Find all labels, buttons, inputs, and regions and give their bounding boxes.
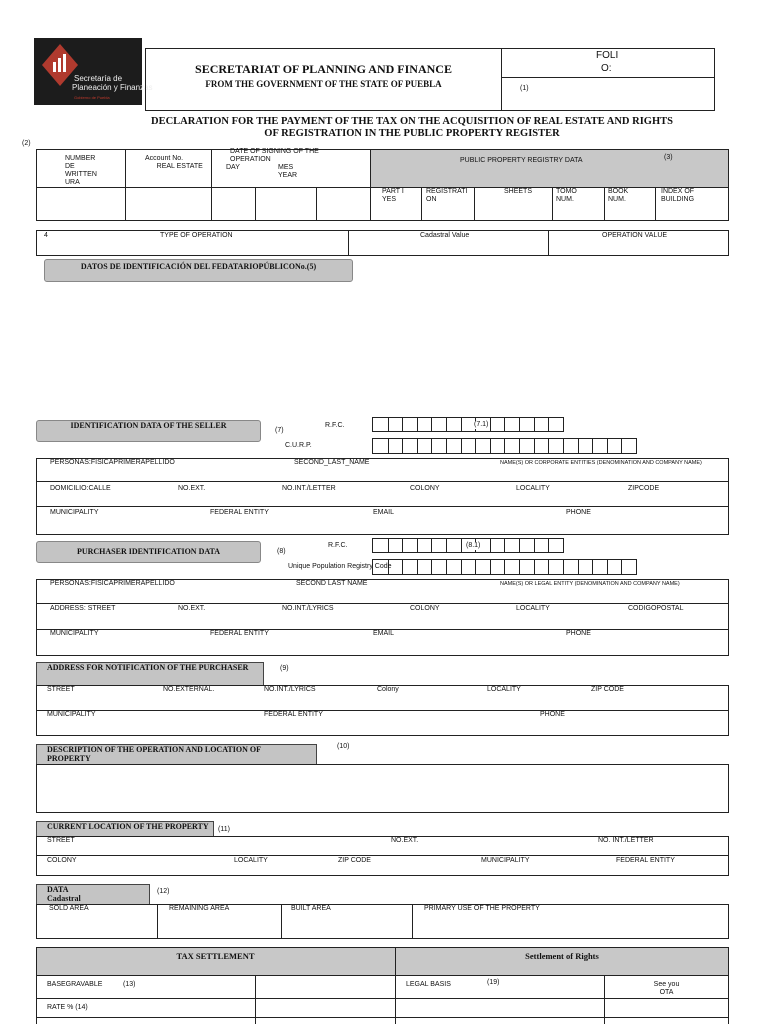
purchaser-email[interactable]: EMAIL bbox=[373, 630, 395, 637]
notification-ext[interactable]: NO.EXTERNAL. bbox=[163, 686, 215, 693]
cadastral-value-label[interactable]: Cadastral Value bbox=[420, 232, 470, 239]
notification-phone[interactable]: PHONE bbox=[540, 711, 565, 718]
notary-title: DATOS DE IDENTIFICACIÓN DEL FEDATARIOPÚBLICONo.(5) bbox=[80, 262, 317, 271]
seller-zip[interactable]: ZIPCODE bbox=[628, 485, 660, 492]
purchaser-phone[interactable]: PHONE bbox=[566, 630, 591, 637]
tax-settlement-title: TAX SETTLEMENT bbox=[176, 951, 255, 961]
col-book: BOOK NUM. bbox=[608, 188, 629, 203]
seller-phone[interactable]: PHONE bbox=[566, 509, 591, 516]
location-ext[interactable]: NO.EXT. bbox=[391, 837, 419, 844]
folio-value-box[interactable] bbox=[501, 77, 715, 111]
seller-rfc-ref: (7.1) bbox=[474, 421, 489, 428]
purchaser-int[interactable]: NO.INT./LYRICS bbox=[282, 605, 334, 612]
seller-names[interactable]: NAME(S) OR CORPORATE ENTITIES (DENOMINATION AND COMPANY NAME) bbox=[500, 460, 702, 466]
notification-title: ADDRESS FOR NOTIFICATION OF THE PURCHASER bbox=[47, 663, 249, 672]
seller-colony[interactable]: COLONY bbox=[410, 485, 440, 492]
notification-int[interactable]: NO.INT./LYRICS bbox=[264, 686, 316, 693]
seller-rfc-input[interactable] bbox=[372, 417, 564, 432]
location-municipality[interactable]: MUNICIPALITY bbox=[481, 857, 530, 864]
purchaser-rfc-label: R.F.C. bbox=[328, 542, 348, 549]
col-registration: REGISTRATI ON bbox=[426, 188, 468, 203]
location-ref: (11) bbox=[218, 826, 230, 833]
seller-curp-input[interactable] bbox=[372, 438, 637, 454]
date-label: DATE OF SIGNING OF THE OPERATION bbox=[230, 148, 319, 163]
folio-label-2: O: bbox=[601, 63, 612, 74]
operation-type-label[interactable]: TYPE OF OPERATION bbox=[160, 232, 233, 239]
seller-rfc-label: R.F.C. bbox=[325, 422, 345, 429]
location-federal[interactable]: FEDERAL ENTITY bbox=[616, 857, 675, 864]
description-textarea[interactable] bbox=[36, 764, 729, 813]
built-area[interactable]: BUILT AREA bbox=[291, 905, 331, 912]
purchaser-colony[interactable]: COLONY bbox=[410, 605, 440, 612]
col-index: INDEX OF BUILDING bbox=[661, 188, 695, 203]
operation-ref: 4 bbox=[44, 232, 48, 239]
location-title: CURRENT LOCATION OF THE PROPERTY bbox=[47, 822, 209, 831]
seller-second-last[interactable]: SECOND_LAST_NAME bbox=[294, 459, 370, 466]
taxable-base-ref: (13) bbox=[123, 981, 136, 988]
rights-settlement-title: Settlement of Rights bbox=[525, 951, 599, 961]
purchaser-locality[interactable]: LOCALITY bbox=[516, 605, 550, 612]
location-street[interactable]: STREET bbox=[47, 837, 75, 844]
purchaser-second-last[interactable]: SECOND LAST NAME bbox=[296, 580, 368, 587]
location-zip[interactable]: ZIP CODE bbox=[338, 857, 371, 864]
logo-text-1: Secretaría de bbox=[74, 74, 123, 83]
registry-title: PUBLIC PROPERTY REGISTRY DATA bbox=[460, 157, 583, 164]
seller-data-box bbox=[36, 458, 729, 535]
seller-municipality[interactable]: MUNICIPALITY bbox=[50, 509, 99, 516]
seller-title: IDENTIFICATION DATA OF THE SELLER bbox=[70, 421, 227, 430]
rate-label: RATE % (14) bbox=[47, 1004, 88, 1011]
purchaser-data-box bbox=[36, 579, 729, 656]
notification-street[interactable]: STREET bbox=[47, 686, 75, 693]
see-quota-label: See you OTA bbox=[653, 981, 680, 996]
deed-number-label: NUMBER DE WRITTEN URA bbox=[65, 155, 97, 186]
purchaser-first-last[interactable]: PERSONAS:FISICAPRIMERAPELLIDO bbox=[50, 580, 175, 587]
seller-curp-label: C.U.R.P. bbox=[285, 442, 312, 449]
seller-int[interactable]: NO.INT./LETTER bbox=[282, 485, 336, 492]
logo-text-3: Gobierno de Puebla bbox=[74, 95, 110, 100]
description-title: DESCRIPTION OF THE OPERATION AND LOCATION OF PROPERTY bbox=[47, 745, 261, 763]
notification-municipality[interactable]: MUNICIPALITY bbox=[47, 711, 96, 718]
purchaser-rfc-ref: (8.1) bbox=[466, 542, 481, 549]
seller-street[interactable]: DOMICILIO:CALLE bbox=[50, 485, 111, 492]
day-label: DAY bbox=[226, 164, 240, 171]
purchaser-ref: (8) bbox=[277, 548, 286, 555]
secretariat-logo bbox=[34, 38, 153, 105]
folio-ref: (1) bbox=[520, 85, 529, 92]
notification-ref: (9) bbox=[280, 665, 289, 672]
cadastral-title: DATA Cadastral bbox=[47, 885, 81, 903]
operation-value-label[interactable]: OPERATION VALUE bbox=[602, 232, 668, 239]
col-part: PART I YES bbox=[382, 188, 404, 203]
seller-ref: (7) bbox=[275, 427, 284, 434]
seller-ext[interactable]: NO.EXT. bbox=[178, 485, 206, 492]
notification-zip[interactable]: ZIP CODE bbox=[591, 686, 624, 693]
legal-basis-label: LEGAL BASIS bbox=[406, 981, 451, 988]
declaration-line-2: OF REGISTRATION IN THE PUBLIC PROPERTY REGISTER bbox=[264, 128, 560, 139]
notification-locality[interactable]: LOCALITY bbox=[487, 686, 521, 693]
location-locality[interactable]: LOCALITY bbox=[234, 857, 268, 864]
purchaser-ext[interactable]: NO.EXT. bbox=[178, 605, 206, 612]
registry-header-bg bbox=[370, 150, 728, 187]
declaration-line-1: DECLARATION FOR THE PAYMENT OF THE TAX ON THE ACQUISITION OF REAL ESTATE AND RIGHTS bbox=[150, 116, 673, 127]
purchaser-title: PURCHASER IDENTIFICATION DATA bbox=[76, 547, 221, 556]
purchaser-street[interactable]: ADDRESS: STREET bbox=[50, 605, 116, 612]
cadastral-data-box bbox=[36, 904, 729, 939]
seller-first-last[interactable]: PERSONAS:FISICAPRIMERAPELLIDO bbox=[50, 459, 175, 466]
primary-use[interactable]: PRIMARY USE OF THE PROPERTY bbox=[424, 905, 540, 912]
description-ref: (10) bbox=[337, 743, 350, 750]
seller-federal[interactable]: FEDERAL ENTITY bbox=[210, 509, 269, 516]
purchaser-names[interactable]: NAME(S) OR LEGAL ENTITY (DENOMINATION AND COMPANY NAME) bbox=[500, 581, 680, 587]
legal-basis-ref: (19) bbox=[487, 979, 500, 986]
page-subtitle: FROM THE GOVERNMENT OF THE STATE OF PUEBLA bbox=[205, 79, 442, 89]
folio-label-1: FOLI bbox=[596, 50, 619, 61]
remaining-area[interactable]: REMAINING AREA bbox=[169, 905, 230, 912]
ref-2: (2) bbox=[22, 140, 31, 147]
registry-ref: (3) bbox=[664, 154, 673, 161]
logo-text-2: Planeación y Finanzas bbox=[72, 83, 153, 92]
location-colony[interactable]: COLONY bbox=[47, 857, 77, 864]
cadastral-ref: (12) bbox=[157, 888, 170, 895]
account-label: Account No. REAL ESTATE bbox=[145, 155, 203, 170]
notification-colony[interactable]: Colony bbox=[377, 686, 399, 693]
purchaser-municipality[interactable]: MUNICIPALITY bbox=[50, 630, 99, 637]
sold-area[interactable]: SOLD AREA bbox=[49, 905, 89, 912]
purchaser-curp-label: Unique Population Registry Code bbox=[288, 563, 392, 570]
purchaser-federal[interactable]: FEDERAL ENTITY bbox=[210, 630, 269, 637]
month-year-label: MES YEAR bbox=[278, 164, 298, 179]
purchaser-zip[interactable]: CODIGOPOSTAL bbox=[628, 605, 684, 612]
col-sheets: SHEETS bbox=[504, 188, 533, 195]
taxable-base-label: BASEGRAVABLE bbox=[47, 981, 103, 988]
notification-federal[interactable]: FEDERAL ENTITY bbox=[264, 711, 323, 718]
location-int[interactable]: NO. INT./LETTER bbox=[598, 837, 654, 844]
seller-email[interactable]: EMAIL bbox=[373, 509, 395, 516]
col-tomo: TOMO NUM. bbox=[556, 188, 577, 203]
page-title: SECRETARIAT OF PLANNING AND FINANCE bbox=[195, 62, 452, 76]
purchaser-curp-input[interactable] bbox=[372, 559, 637, 575]
seller-locality[interactable]: LOCALITY bbox=[516, 485, 550, 492]
